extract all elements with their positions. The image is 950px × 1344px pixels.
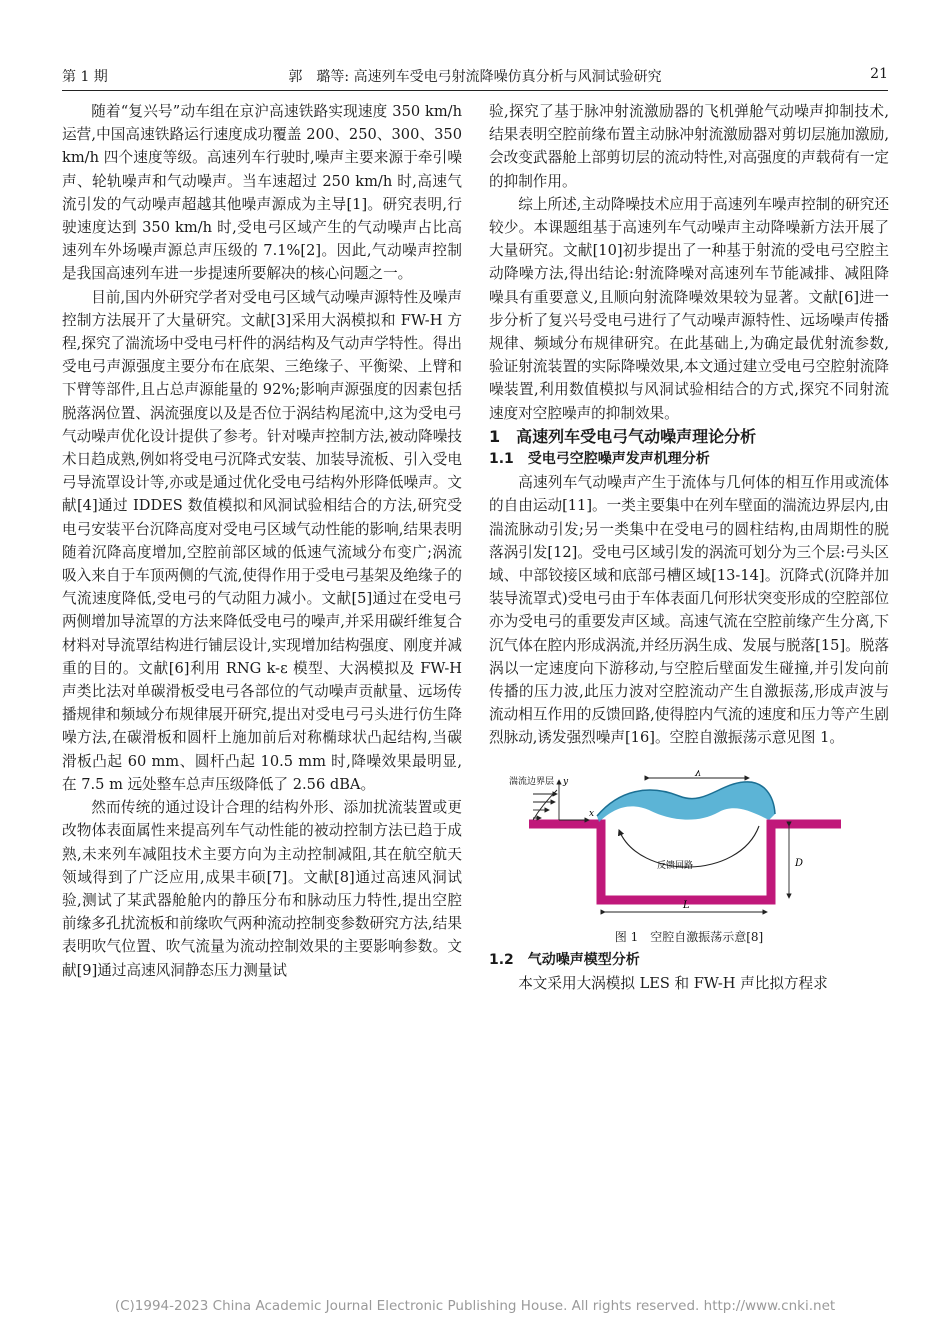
label-boundary-layer: 湍流边界层	[509, 776, 555, 787]
left-column	[62, 100, 462, 982]
running-header	[62, 66, 888, 88]
issue-number: 第 1 期	[62, 69, 108, 85]
figure-caption: 图 1 空腔自激振荡示意[8]	[614, 929, 764, 944]
label-D: D	[795, 857, 804, 869]
intro-paragraph-3-cont: 验,探究了基于脉冲射流激励器的飞机弹舱气动噪声抑制技术,结果表明空腔前缘布置主动脉冲射流激励器对剪切层施加激励,会改变武器舱上部剪切层的流动特性,对高强度的声载荷有一定的抑制作用。	[489, 103, 889, 190]
subsection-heading-1-2: 1.2 气动噪声模型分析	[489, 951, 640, 968]
label-y: y	[563, 776, 569, 787]
label-x: x	[589, 808, 595, 819]
intro-paragraph-1: 随着“复兴号”动车组在京沪高速铁路实现速度 350 km/h 运营,中国高速铁路运行速度成功覆盖 200、250、300、350 km/h 四个速度等级。高速列车行驶时,噪声主要来源于牵引噪声、轮轨噪声和气动噪声。当车速超过 250 km/h 时,高速气流引发的气动噪声超越其他噪声源成为主导[1]。研究表明,行驶速度达到 350 km/h 时,受电弓区域产生的气动噪声占比高速列车外场噪声源总声压级的 7.1%[2]。因此,气动噪声控制是我国高速列车进一步提速所要解决的核心问题之一。	[62, 103, 462, 283]
label-lambda: λ	[695, 769, 702, 779]
right-column	[489, 100, 889, 995]
model-paragraph: 本文采用大涡模拟 LES 和 FW-H 声比拟方程求	[518, 975, 828, 993]
intro-paragraph-3: 然而传统的通过设计合理的结构外形、添加扰流装置或更改物体表面属性来提高列车气动性能的被动控制方法已趋于成熟,未来列车减阻技术主要方向为主动控制减阻,其在航空航天领域得到了广泛应用,成果丰硕[7]。文献[8]通过高速风洞试验,测试了某武器舱舱内的静压分布和脉动压力特性,提出空腔前缘多孔扰流板和前缘吹气两种流动控制变参数研究方法,结果表明吹气位置、吹气流量为流动控制效果的主要影响参数。文献[9]通过高速风洞静态压力测量试	[62, 799, 462, 979]
copyright-footer: (C)1994-2023 China Academic Journal Electronic Publishing House. All rights reserved. http://www.cnki.net	[114, 1298, 836, 1314]
intro-paragraph-2: 目前,国内外研究学者对受电弓区域气动噪声源特性及噪声控制方法展开了大量研究。文献[3]采用大涡模拟和 FW-H 方程,探究了湍流场中受电弓杆件的涡结构及气动声学特性。得出受电弓声源强度主要分布在底架、三绝缘子、平衡梁、上臂和下臂等部件,且占总声源能量的 92%;影响声源强度的因素包括脱落涡位置、涡流强度以及是否位于涡结构尾流中,这为受电弓气动噪声优化设计提供了参考。针对噪声控制方法,被动降噪技术日趋成熟,例如将受电弓沉降式安装、加装导流板、引入受电弓导流罩设计等,亦或是通过优化受电弓结构外形降低噪声。文献[4]通过 IDDES 数值模拟和风洞试验相结合的方法,研究受电弓安装平台沉降高度对受电弓区域气动性能的影响,结果表明随着沉降高度增加,空腔前部区域的低速气流域分布变广;涡流吸入来自于车顶两侧的气流,使得作用于受电弓基架及绝缘子的气流速度降低,受电弓的气动阻力减小。文献[5]通过在受电弓两侧增加导流罩的方法来降低受电弓的噪声,并采用碳纤维复合材料对导流罩结构进行铺层设计,实现增加结构强度、刚度并减重的目的。文献[6]利用 RNG k-ε 模型、大涡模拟及 FW-H 声类比法对单碳滑板受电弓各部位的气动噪声贡献量、远场传播规律和频域分布规律展开研究,提出对受电弓弓头进行仿生降噪方法,在碳滑板和圆杆上施加前后对称椭球状凸起结构,当碳滑板凸起 60 mm、圆杆凸起 10.5 mm 时,降噪效果最明显,在 7.5 m 远处整车总声压级降低了 2.56 dBA。	[62, 288, 462, 793]
page-number: 21	[870, 66, 888, 82]
label-feedback: 反馈回路	[657, 860, 694, 871]
header-rule	[62, 90, 888, 91]
shear-layer-wave	[597, 782, 775, 822]
mechanism-paragraph: 高速列车气动噪声产生于流体与几何体的相互作用或流体的自由运动[11]。一类主要集中在列车壁面的湍流边界层内,由湍流脉动引发;另一类集中在受电弓的圆柱结构,由周期性的脱落涡引发[12]。受电弓区域引发的涡流可划分为三个层:弓头区域、中部铰接区域和底部弓槽区域[13-14]。沉降式(沉降并加装导流罩式)受电弓由于车体表面几何形状突变形成的空腔部位亦为受电弓的重要发声区域。高速气流在空腔前缘产生分离,下沉气体在腔内形成涡流,并经历涡生成、发展与脱落[15]。脱落涡以一定速度向下游移动,与空腔后壁面发生碰撞,并引发向前传播的压力波,此压力波对空腔流动产生自激振荡,形成声波与流动相互作用的反馈回路,使得腔内气流的速度和压力等产生剧烈脉动,诱发强烈噪声[16]。空腔自激振荡示意见图 1。	[489, 474, 889, 747]
label-L: L	[683, 899, 690, 911]
intro-paragraph-4: 综上所述,主动降噪技术应用于高速列车噪声控制的研究还较少。本课题组基于高速列车气动噪声主动降噪新方法开展了大量研究。文献[10]初步提出了一种基于射流的受电弓空腔主动降噪方法,得出结论:射流降噪对高速列车节能减排、减阻降噪具有重要意义,且顺向射流降噪效果较为显著。文献[6]进一步分析了复兴号受电弓进行了气动噪声源特性、远场噪声传播规律、频域分布规律研究。在此基础上,为确定最优射流参数,验证射流装置的实际降噪效果,本文通过建立受电弓空腔射流降噪装置,利用数值模拟与风洞试验相结合的方式,探究不同射流速度对空腔噪声的抑制效果。	[489, 195, 889, 422]
cavity-oscillation-figure	[489, 770, 889, 920]
subsection-heading-1-1: 1.1 受电弓空腔噪声发声机理分析	[489, 451, 710, 468]
cavity-diagram	[489, 770, 889, 920]
section-heading-1: 1 高速列车受电弓气动噪声理论分析	[489, 426, 757, 446]
running-title: 郭 璐等: 高速列车受电弓射流降噪仿真分析与风洞试验研究	[288, 69, 662, 85]
